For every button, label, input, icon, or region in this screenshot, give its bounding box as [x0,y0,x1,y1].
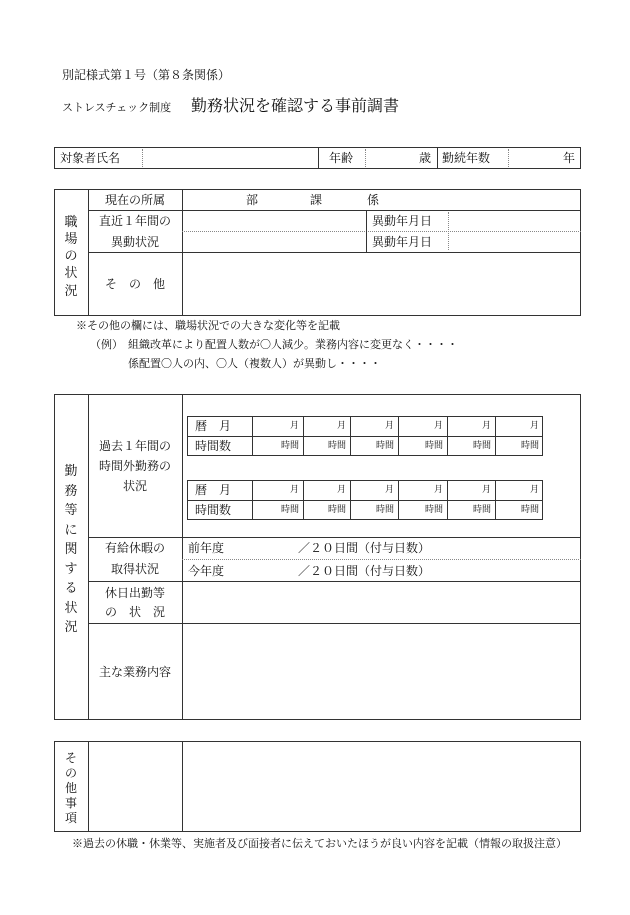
hours-cell[interactable]: 時間 [375,505,394,515]
current-dept-label: 現在の所属 [104,193,165,207]
footnote: ※過去の休職・休業等、実施者及び面接者に伝えておいたほうが良い内容を記載（情報の取扱注意） [72,837,567,850]
month-cell[interactable]: 月 [384,485,394,495]
main-duties-label: 主な業務内容 [98,665,171,679]
overtime-label-1: 過去１年間の [98,439,171,453]
age-label: 年齢 [329,151,354,165]
years-label: 勤続年数 [442,151,491,165]
workplace-vertical-label: 職 場 の 状 況 [64,215,78,299]
other-field[interactable] [184,254,579,314]
prev-year-label: 前年度 [188,541,225,555]
month-cell[interactable]: 月 [529,485,539,495]
this-year-label: 今年度 [188,564,225,578]
month-cell[interactable]: 月 [433,421,443,431]
hours-cell[interactable]: 時間 [424,505,443,515]
hours-cell[interactable]: 時間 [327,441,346,451]
transfer-date-field-2[interactable] [450,233,579,251]
other-matters-vertical-label: そ の 他 事 項 [64,751,77,825]
month-cell[interactable]: 月 [384,421,394,431]
years-field[interactable] [511,149,559,167]
holiday-work-label-1: 休日出勤等 [104,586,165,600]
holiday-work-field[interactable] [184,583,579,621]
example-label: （例） [90,338,123,351]
work-status-vertical-label: 勤 務 等 に 関 す る 状 況 [64,464,78,635]
transfer-date-label-1: 異動年月日 [372,214,433,228]
overtime-label-3: 状況 [122,479,147,493]
overtime-label-2: 時間外勤務の [98,459,171,473]
hours-cell[interactable]: 時間 [280,441,299,451]
transfer-status-field[interactable] [184,212,364,250]
hours-cell[interactable]: 時間 [520,441,539,451]
prev-year-days-field[interactable] [236,539,296,557]
paid-leave-label-2: 取得状況 [110,562,159,576]
hours-cell[interactable]: 時間 [472,441,491,451]
this-year-days: ／２０日間（付与日数） [298,564,431,578]
form-number: 別記様式第１号（第８条関係） [62,68,231,82]
month-cell[interactable]: 月 [289,485,299,495]
month-row-label: 暦 月 [195,419,232,433]
age-field[interactable] [368,149,416,167]
transfer-date-field-1[interactable] [450,212,579,230]
month-cell[interactable]: 月 [289,421,299,431]
this-year-days-field[interactable] [236,561,296,579]
month-cell[interactable]: 月 [529,421,539,431]
hours-cell[interactable]: 時間 [424,441,443,451]
transfer-label-line2: 異動状況 [110,235,159,249]
hours-cell[interactable]: 時間 [280,505,299,515]
holiday-work-label-2: の 状 況 [104,605,165,619]
month-cell[interactable]: 月 [481,485,491,495]
section-unit: 課 [310,193,323,207]
transfer-date-label-2: 異動年月日 [372,235,433,249]
name-label: 対象者氏名 [60,151,121,165]
note-workplace: ※その他の欄には、職場状況での大きな変化等を記載 [76,319,340,332]
example-line2: 係配置〇人の内、〇人（複数人）が異動し・・・・ [128,357,381,370]
hours-cell[interactable]: 時間 [520,505,539,515]
dept-unit: 部 [246,193,259,207]
current-dept-field[interactable] [184,191,579,209]
hours-cell[interactable]: 時間 [327,505,346,515]
prev-year-days: ／２０日間（付与日数） [298,541,431,555]
hours-row-label: 時間数 [195,503,232,517]
paid-leave-label-1: 有給休暇の [104,541,165,555]
other-label: そ の 他 [104,277,165,291]
hours-row-label: 時間数 [195,439,232,453]
example-line1: 組織改革により配置人数が〇人減少。業務内容に変更なく・・・・ [128,338,458,351]
month-row-label: 暦 月 [195,483,232,497]
main-duties-field[interactable] [184,625,579,718]
age-unit: 歳 [419,151,432,165]
form-subtitle: ストレスチェック制度 [62,101,172,114]
month-cell[interactable]: 月 [481,421,491,431]
hours-cell[interactable]: 時間 [375,441,394,451]
month-cell[interactable]: 月 [336,421,346,431]
name-field[interactable] [145,149,315,167]
years-unit: 年 [563,151,576,165]
page-title: 勤務状況を確認する事前調書 [191,96,400,115]
hours-cell[interactable]: 時間 [472,505,491,515]
other-matters-field[interactable] [184,743,579,830]
subsection-unit: 係 [367,193,380,207]
transfer-label-line1: 直近１年間の [98,214,171,228]
month-cell[interactable]: 月 [336,485,346,495]
month-cell[interactable]: 月 [433,485,443,495]
